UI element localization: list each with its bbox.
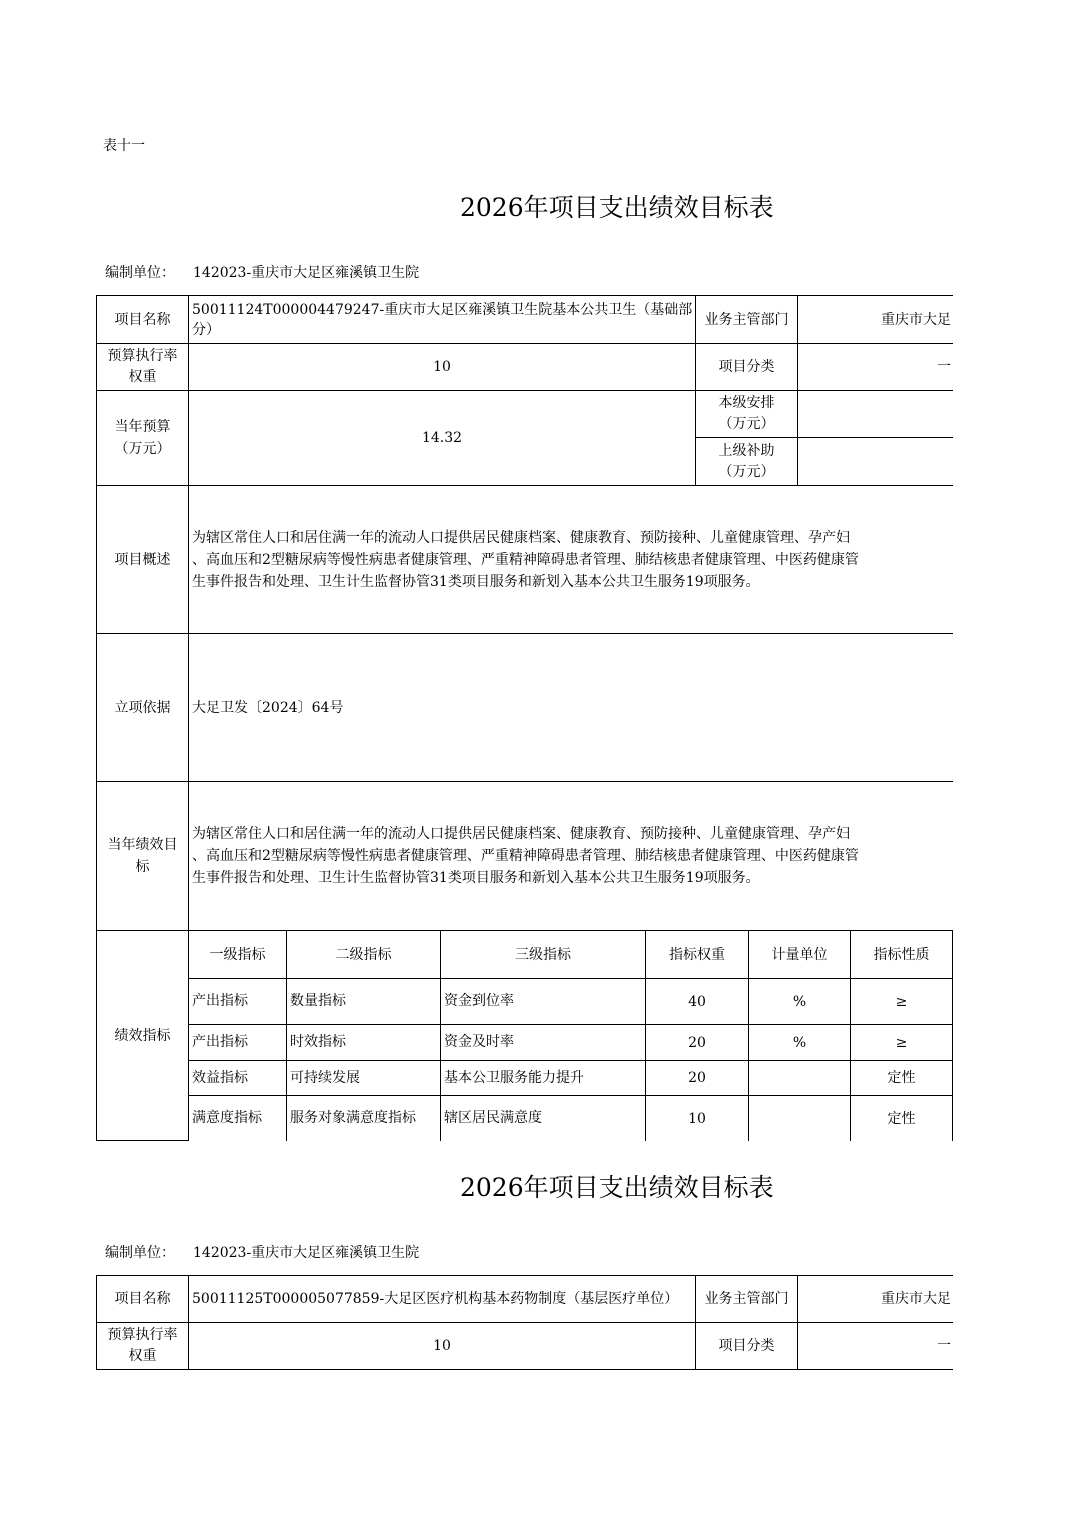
indicator-row-cell: % xyxy=(748,978,851,1025)
unit-value: 142023-重庆市大足区雍溪镇卫生院 xyxy=(193,265,420,281)
local-budget-value xyxy=(797,390,953,438)
indicator-row-cell: 可持续发展 xyxy=(286,1060,441,1096)
indicator-row-cell: 定性 xyxy=(850,1095,953,1141)
indicator-row-cell: 资金及时率 xyxy=(440,1024,646,1061)
performance-table xyxy=(96,295,953,1141)
category-label: 项目分类 xyxy=(695,1322,798,1370)
indicator-row-cell: 10 xyxy=(645,1095,749,1141)
indicator-header-cell: 三级指标 xyxy=(440,930,646,979)
dept-value: 重庆市大足 xyxy=(797,295,953,344)
goal-label: 当年绩效目标 xyxy=(96,781,189,931)
indicator-row-cell: 40 xyxy=(645,978,749,1025)
indicator-header-cell: 指标权重 xyxy=(645,930,749,979)
indicator-row-cell: 时效指标 xyxy=(286,1024,441,1061)
unit-label: 编制单位： xyxy=(105,265,175,281)
indicator-row-cell: 20 xyxy=(645,1060,749,1096)
overview-label: 项目概述 xyxy=(96,485,189,634)
upper-budget-label: 上级补助（万元） xyxy=(695,437,798,486)
project-name-value: 50011124T000004479247-重庆市大足区雍溪镇卫生院基本公共卫生（基础部分） xyxy=(188,295,696,344)
indicator-header-cell: 二级指标 xyxy=(286,930,441,979)
performance-table-2 xyxy=(96,1275,953,1371)
category-value: 一 xyxy=(797,343,953,391)
sheet-label: 表十一 xyxy=(103,138,145,154)
indicator-label: 绩效指标 xyxy=(96,930,189,1141)
indicator-row-cell: 产出指标 xyxy=(188,1024,287,1061)
unit-value: 142023-重庆市大足区雍溪镇卫生院 xyxy=(193,1245,420,1261)
indicator-header-cell: 一级指标 xyxy=(188,930,287,979)
indicator-row-cell: 辖区居民满意度 xyxy=(440,1095,646,1141)
category-value: 一 xyxy=(797,1322,953,1370)
budget-value: 14.32 xyxy=(188,390,696,486)
goal-value: 为辖区常住人口和居住满一年的流动人口提供居民健康档案、健康教育、预防接种、儿童健康管理、孕产妇 、高血压和2型糖尿病等慢性病患者健康管理、严重精神障碍患者管理、肺结核患者健康管理、中医药健康管 生事件报告和处理、卫生计生监督协管31类项目服务和新划入基本公共卫生服务19项服务。 xyxy=(188,781,953,931)
indicator-row-cell: 数量指标 xyxy=(286,978,441,1025)
indicator-row-cell: % xyxy=(748,1024,851,1061)
project-name-label: 项目名称 xyxy=(96,1275,189,1323)
indicator-header-cell: 指标性质 xyxy=(850,930,953,979)
upper-budget-value xyxy=(797,437,953,486)
basis-value: 大足卫发〔2024〕64号 xyxy=(188,633,953,782)
weight-label: 预算执行率权重 xyxy=(96,1322,189,1370)
indicator-row-cell: ≥ xyxy=(850,1024,953,1061)
category-label: 项目分类 xyxy=(695,343,798,391)
dept-label: 业务主管部门 xyxy=(695,1275,798,1323)
indicator-row-cell xyxy=(748,1060,851,1096)
indicator-row-cell: 满意度指标 xyxy=(188,1095,287,1141)
indicator-row-cell: 20 xyxy=(645,1024,749,1061)
indicator-row-cell: 定性 xyxy=(850,1060,953,1096)
indicator-row-cell: 资金到位率 xyxy=(440,978,646,1025)
weight-value: 10 xyxy=(188,343,696,391)
table-title: 2026年项目支出绩效目标表 xyxy=(460,1173,774,1202)
indicator-row-cell xyxy=(748,1095,851,1141)
indicator-row-cell: 服务对象满意度指标 xyxy=(286,1095,441,1141)
project-name-value: 50011125T000005077859-大足区医疗机构基本药物制度（基层医疗单位） xyxy=(188,1275,696,1323)
overview-value: 为辖区常住人口和居住满一年的流动人口提供居民健康档案、健康教育、预防接种、儿童健康管理、孕产妇 、高血压和2型糖尿病等慢性病患者健康管理、严重精神障碍患者管理、肺结核患者健康管理、中医药健康管 生事件报告和处理、卫生计生监督协管31类项目服务和新划入基本公共卫生服务19项服务。 xyxy=(188,485,953,634)
indicator-row-cell: 基本公卫服务能力提升 xyxy=(440,1060,646,1096)
dept-label: 业务主管部门 xyxy=(695,295,798,344)
basis-label: 立项依据 xyxy=(96,633,189,782)
budget-label: 当年预算（万元） xyxy=(96,390,189,486)
dept-value: 重庆市大足 xyxy=(797,1275,953,1323)
unit-label: 编制单位： xyxy=(105,1245,175,1261)
indicator-row-cell: 产出指标 xyxy=(188,978,287,1025)
indicator-header-cell: 计量单位 xyxy=(748,930,851,979)
weight-value: 10 xyxy=(188,1322,696,1370)
table-title: 2026年项目支出绩效目标表 xyxy=(460,193,774,222)
local-budget-label: 本级安排（万元） xyxy=(695,390,798,438)
weight-label: 预算执行率权重 xyxy=(96,343,189,391)
indicator-row-cell: 效益指标 xyxy=(188,1060,287,1096)
indicator-row-cell: ≥ xyxy=(850,978,953,1025)
project-name-label: 项目名称 xyxy=(96,295,189,344)
